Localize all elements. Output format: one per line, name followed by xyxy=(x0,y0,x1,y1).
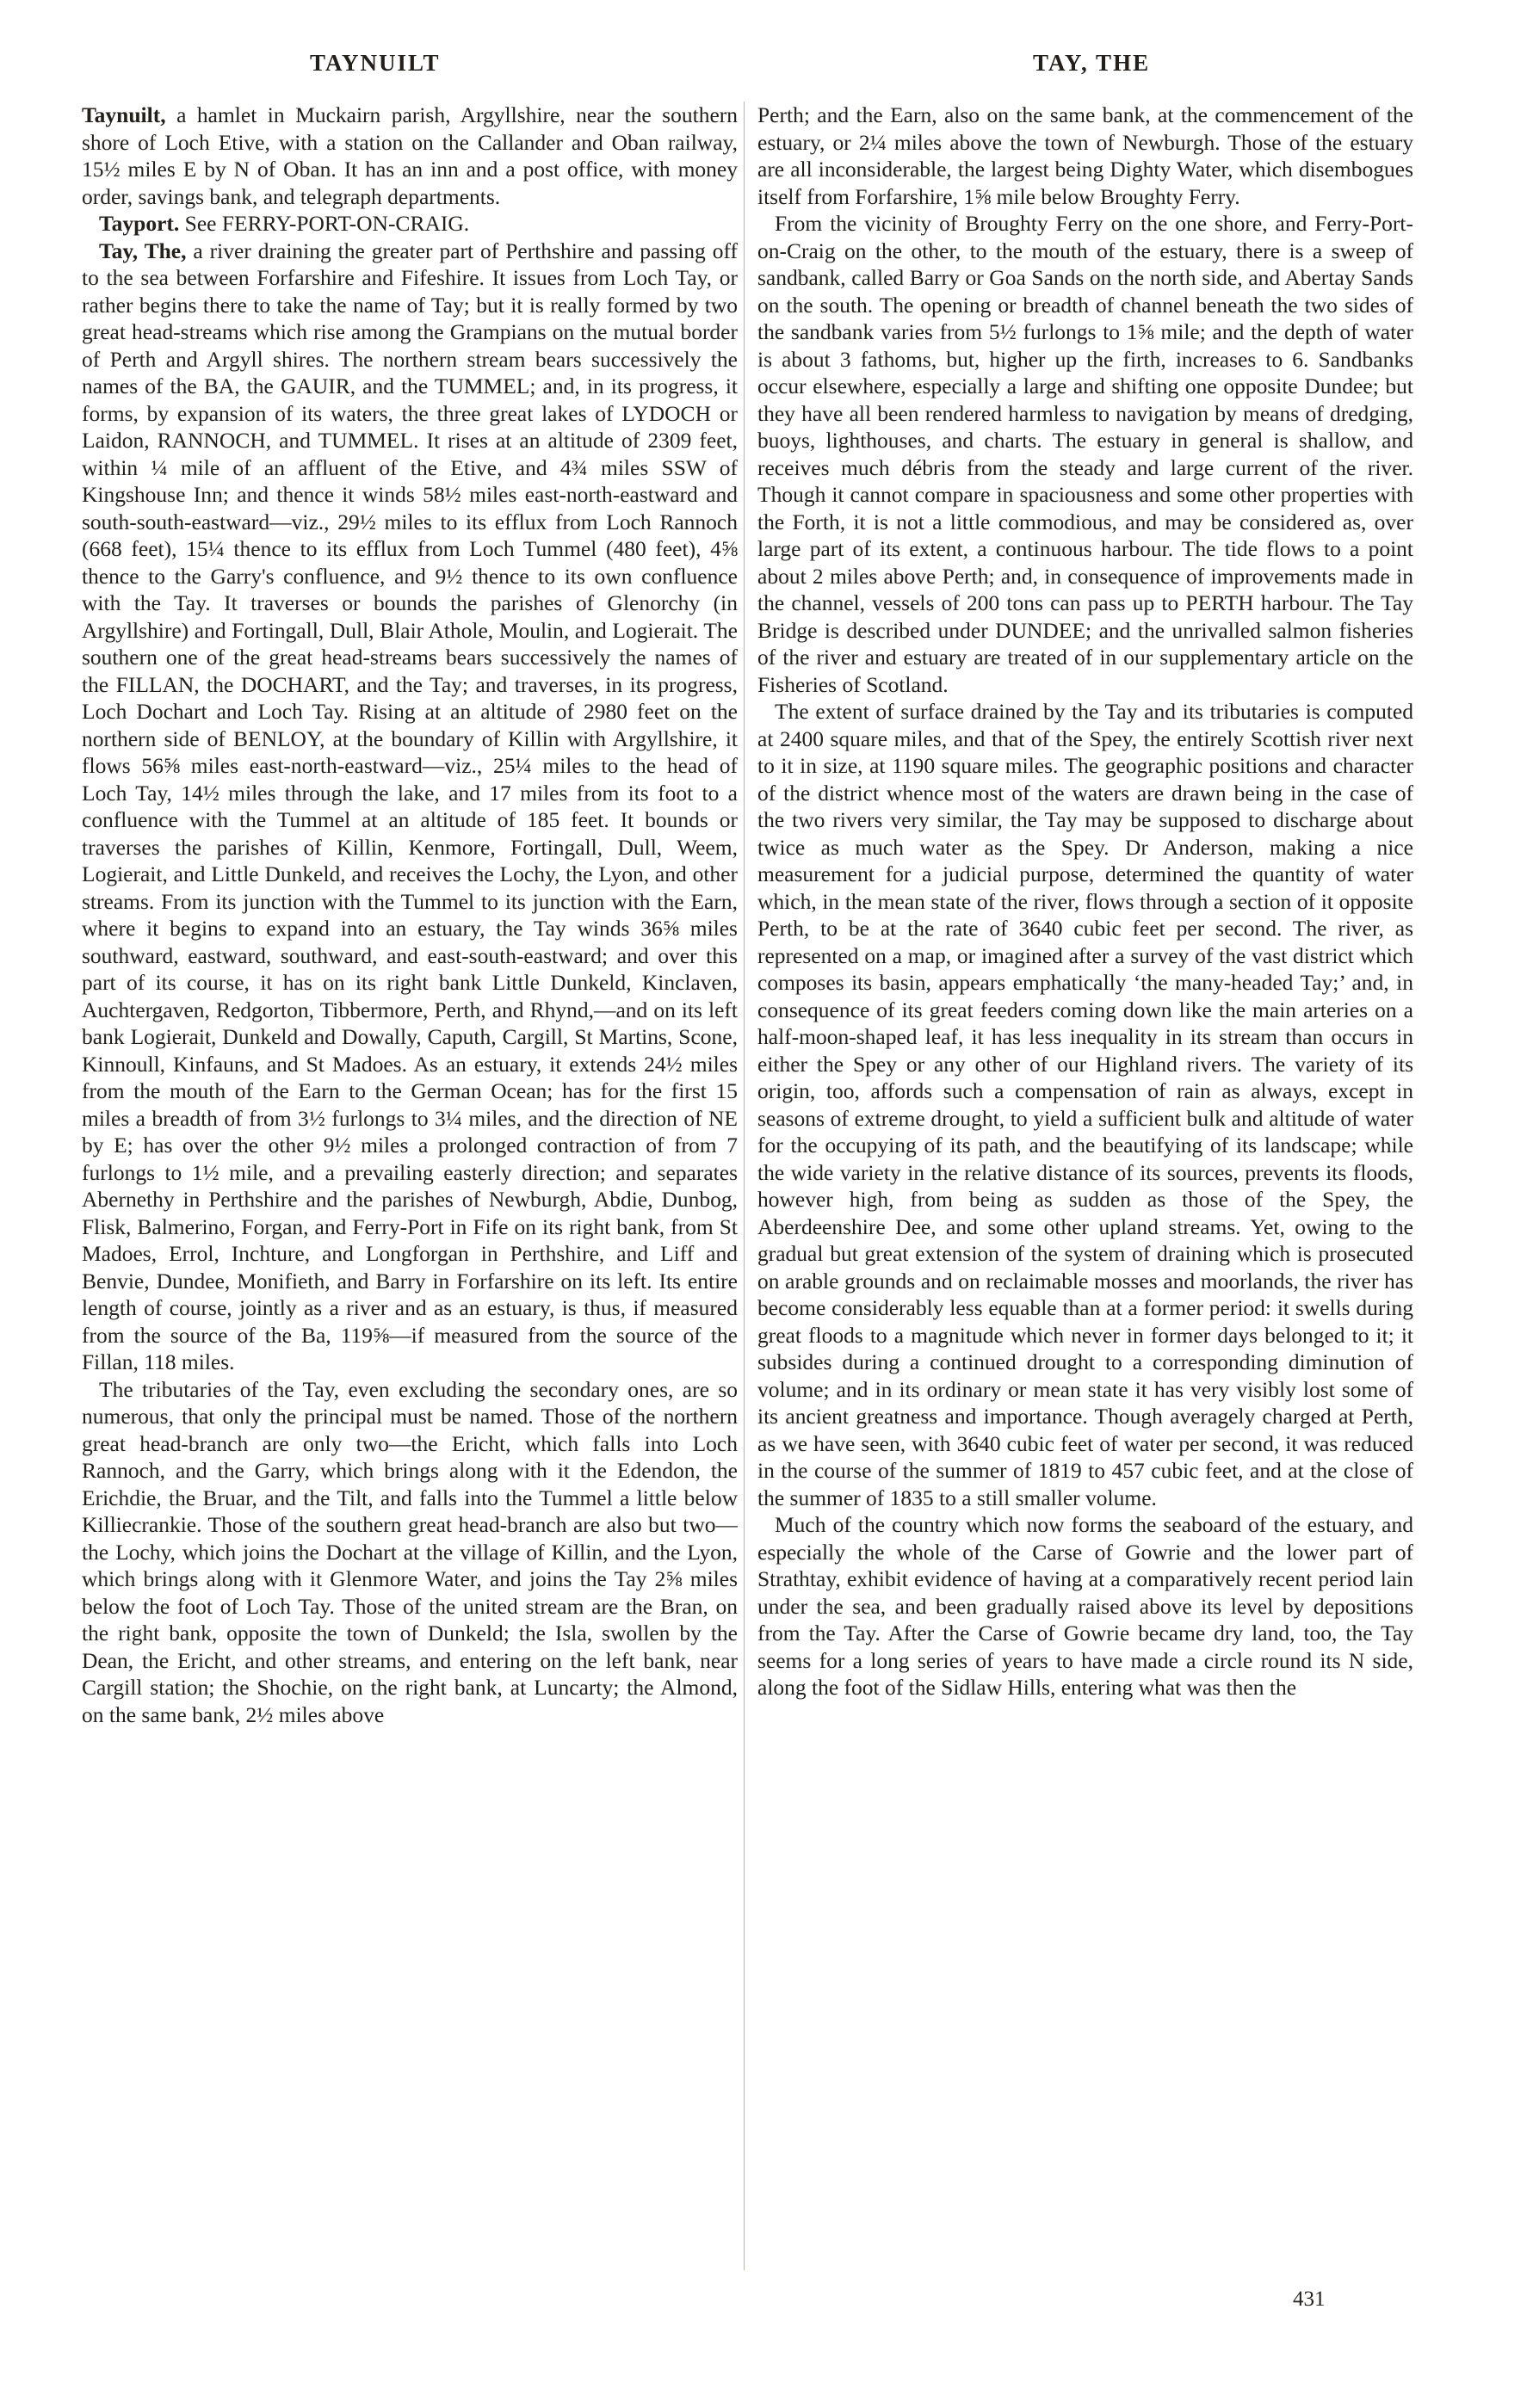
paragraph-drainage xyxy=(757,698,1413,1511)
left-column xyxy=(82,102,738,2279)
entry-term: Tayport. xyxy=(99,211,180,236)
running-head-left: TAYNUILT xyxy=(310,50,441,76)
entry-term: Tay, The, xyxy=(99,238,187,263)
paragraph-text: From the vicinity of Broughty Ferry on the one shore, and Ferry-Port-on-Craig on the other, to the mouth of the estuary, there is a sweep of sandbank, called Barry or Goa Sands on the north side, and Abertay Sands on the south. The opening or breadth of channel beneath the two sides of the sandbank varies from 5½ furlongs to 1⅝ mile; and the depth of water is about 3 fathoms, but, higher up the firth, increases to 6. Sandbanks occur elsewhere, especially a large and shifting one opposite Dundee; but they have all been rendered harmless to navigation by means of dredging, buoys, lighthouses, and charts. The estuary in general is shallow, and receives much débris from the steady and large current of the river. Though it cannot compare in spaciousness and some other properties with the Forth, it is not a little commodious, and may be considered as, over large part of its extent, a continuous harbour. The tide flows to a point about 2 miles above Perth; and, in consequence of improvements made in the channel, vessels of 200 tons can pass up to PERTH harbour. The Tay Bridge is described under DUNDEE; and the unrivalled salmon fisheries of the river and estuary are treated of in our supplementary article on the Fisheries of Scotland. xyxy=(757,211,1413,697)
column-divider xyxy=(744,102,745,2270)
paragraph-text: Perth; and the Earn, also on the same bank, at the commencement of the estuary, or 2¼ miles above the town of Newburgh. Those of the estuary are all inconsiderable, the largest being Dighty Water, which disembogues itself from Forfarshire, 1⅝ mile below Broughty Ferry. xyxy=(757,102,1413,209)
running-head-right: TAY, THE xyxy=(1033,50,1151,76)
entry-tay xyxy=(82,238,738,1376)
paragraph-text: The tributaries of the Tay, even excluding the secondary ones, are so numerous, that only the principal must be named. Those of the northern great head-branch are only two—the Ericht, which falls into Loch Rannoch, and the Garry, which brings along with it the Edendon, the Erichdie, the Bruar, and the Tilt, and falls into the Tummel a little below Killiecrankie. Those of the southern great head-branch are also but two—the Lochy, which joins the Dochart at the village of Killin, and the Lyon, which brings along with it Glenmore Water, and joins the Tay 2⅝ miles below the foot of Loch Tay. Those of the united stream are the Bran, on the right bank, opposite the town of Dunkeld; the Isla, swollen by the Dean, the Ericht, and other streams, and entering on the left bank, near Cargill station; the Shochie, on the right bank, at Luncarty; the Almond, on the same bank, 2½ miles above xyxy=(82,1376,738,1727)
entry-tayport xyxy=(82,210,738,238)
entry-text: a hamlet in Muckairn parish, Argyllshire, near the southern shore of Loch Etive, with a station on the Callander and Oban railway, 15½ miles E by N of Oban. It has an inn and a post office, with money order, savings bank, and telegraph departments. xyxy=(82,102,738,209)
paragraph-text: The extent of surface drained by the Tay and its tributaries is computed at 2400 square miles, and that of the Spey, the entirely Scottish river next to it in size, at 1190 square miles. The geographic positions and character of the district whence most of the waters are drawn being in the case of the two rivers very similar, the Tay may be supposed to discharge about twice as much water as the Spey. Dr Anderson, making a nice measurement for a judicial purpose, determined the quantity of water which, in the mean state of the river, flows through a section of it opposite Perth, to be at the rate of 3640 cubic feet per second. The river, as represented on a map, or imagined after a survey of the vast district which composes its basin, appears emphatically ‘the many-headed Tay;’ and, in consequence of its great feeders coming down like the main arteries on a half-moon-shaped leaf, it has less inequality in its stream than occurs in either the Spey or any other of our Highland rivers. The variety of its origin, too, affords such a compensation of rain as always, except in seasons of extreme drought, to yield a sufficient bulk and altitude of water for the occupying of its path, and the beautifying of its landscape; while the wide variety in the relative distance of its sources, prevents its floods, however high, from being as sudden as those of the Spey, the Aberdeenshire Dee, and some other upland streams. Yet, owing to the gradual but great extension of the system of draining which is prosecuted on arable grounds and on reclaimable mosses and moorlands, the river has become considerably less equable than at a former period: it swells during great floods to a magnitude which never in former days belonged to it; it subsides during a continued drought to a corresponding diminution of volume; and in its ordinary or mean state it has very visibly lost some of its ancient greatness and importance. Though averagely charged at Perth, as we have seen, with 3640 cubic feet of water per second, it was reduced in the course of the summer of 1819 to 457 cubic feet, and at the close of the summer of 1835 to a still smaller volume. xyxy=(757,699,1413,1510)
paragraph-sandbanks xyxy=(757,210,1413,698)
entry-term: Taynuilt, xyxy=(82,102,166,127)
entry-text: a river draining the greater part of Perthshire and passing off to the sea between Forfarshire and Fifeshire. It issues from Loch Tay, or rather begins there to take the name of Tay; but it is really formed by two great head-streams which rise among the Grampians on the mutual border of Perth and Argyll shires. The northern stream bears successively the names of the BA, the GAUIR, and the TUMMEL; and, in its progress, it forms, by expansion of its waters, the three great lakes of LYDOCH or Laidon, RANNOCH, and TUMMEL. It rises at an altitude of 2309 feet, within ¼ mile of an affluent of the Etive, and 4¾ miles SSW of Kingshouse Inn; and thence it winds 58½ miles east-north-eastward and south-south-eastward—viz., 29½ miles to its efflux from Loch Rannoch (668 feet), 15¼ thence to its efflux from Loch Tummel (480 feet), 4⅝ thence to the Garry's confluence, and 9½ thence to its own confluence with the Tay. It traverses or bounds the parishes of Glenorchy (in Argyllshire) and Fortingall, Dull, Blair Athole, Moulin, and Logierait. The southern one of the great head-streams bears successively the names of the FILLAN, the DOCHART, and the Tay; and traverses, in its progress, Loch Dochart and Loch Tay. Rising at an altitude of 2980 feet on the northern side of BENLOY, at the boundary of Killin with Argyllshire, it flows 56⅝ miles east-north-eastward—viz., 25¼ miles to the head of Loch Tay, 14½ miles through the lake, and 17 miles from its foot to a confluence with the Tummel at an altitude of 185 feet. It bounds or traverses the parishes of Killin, Kenmore, Fortingall, Dull, Weem, Logierait, and Little Dunkeld, and receives the Lochy, the Lyon, and other streams. From its junction with the Tummel to its junction with the Earn, where it begins to expand into an estuary, the Tay winds 36⅝ miles southward, eastward, southward, and east-south-eastward; and over this part of its course, it has on its right bank Little Dunkeld, Kinclaven, Auchtergaven, Redgorton, Tibbermore, Perth, and Rhynd,—and on its left bank Logierait, Dunkeld and Dowally, Caputh, Cargill, St Martins, Scone, Kinnoull, Kinfauns, and St Madoes. As an estuary, it extends 24½ miles from the mouth of the Earn to the German Ocean; has for the first 15 miles a breadth of from 3½ furlongs to 3¼ miles, and the direction of NE by E; has over the other 9½ miles a prolonged contraction of from 7 furlongs to 1½ mile, and a prevailing easterly direction; and separates Abernethy in Perthshire and the parishes of Newburgh, Abdie, Dunbog, Flisk, Balmerino, Forgan, and Ferry-Port in Fife on its right bank, from St Madoes, Errol, Inchture, and Longforgan in Perthshire, and Liff and Benvie, Dundee, Monifieth, and Barry in Forfarshire on its left. Its entire length of course, jointly as a river and as an estuary, is thus, if measured from the source of the Ba, 119⅝—if measured from the source of the Fillan, 118 miles. xyxy=(82,238,738,1374)
right-column xyxy=(757,102,1413,2279)
paragraph-seaboard xyxy=(757,1511,1413,1701)
page-number: 431 xyxy=(1293,2288,1326,2311)
paragraph-text: Much of the country which now forms the seaboard of the estuary, and especially the whole of the Carse of Gowrie and the lower part of Strathtay, exhibit evidence of having at a comparatively recent period lain under the sea, and been gradually raised above its level by depositions from the Tay. After the Carse of Gowrie became dry land, too, the Tay seems for a long series of years to have made a circle round its N side, along the foot of the Sidlaw Hills, entering what was then the xyxy=(757,1512,1413,1700)
entry-taynuilt xyxy=(82,102,738,210)
paragraph-continued xyxy=(757,102,1413,210)
paragraph-tributaries xyxy=(82,1376,738,1729)
entry-text: See FERRY-PORT-ON-CRAIG. xyxy=(179,211,470,236)
